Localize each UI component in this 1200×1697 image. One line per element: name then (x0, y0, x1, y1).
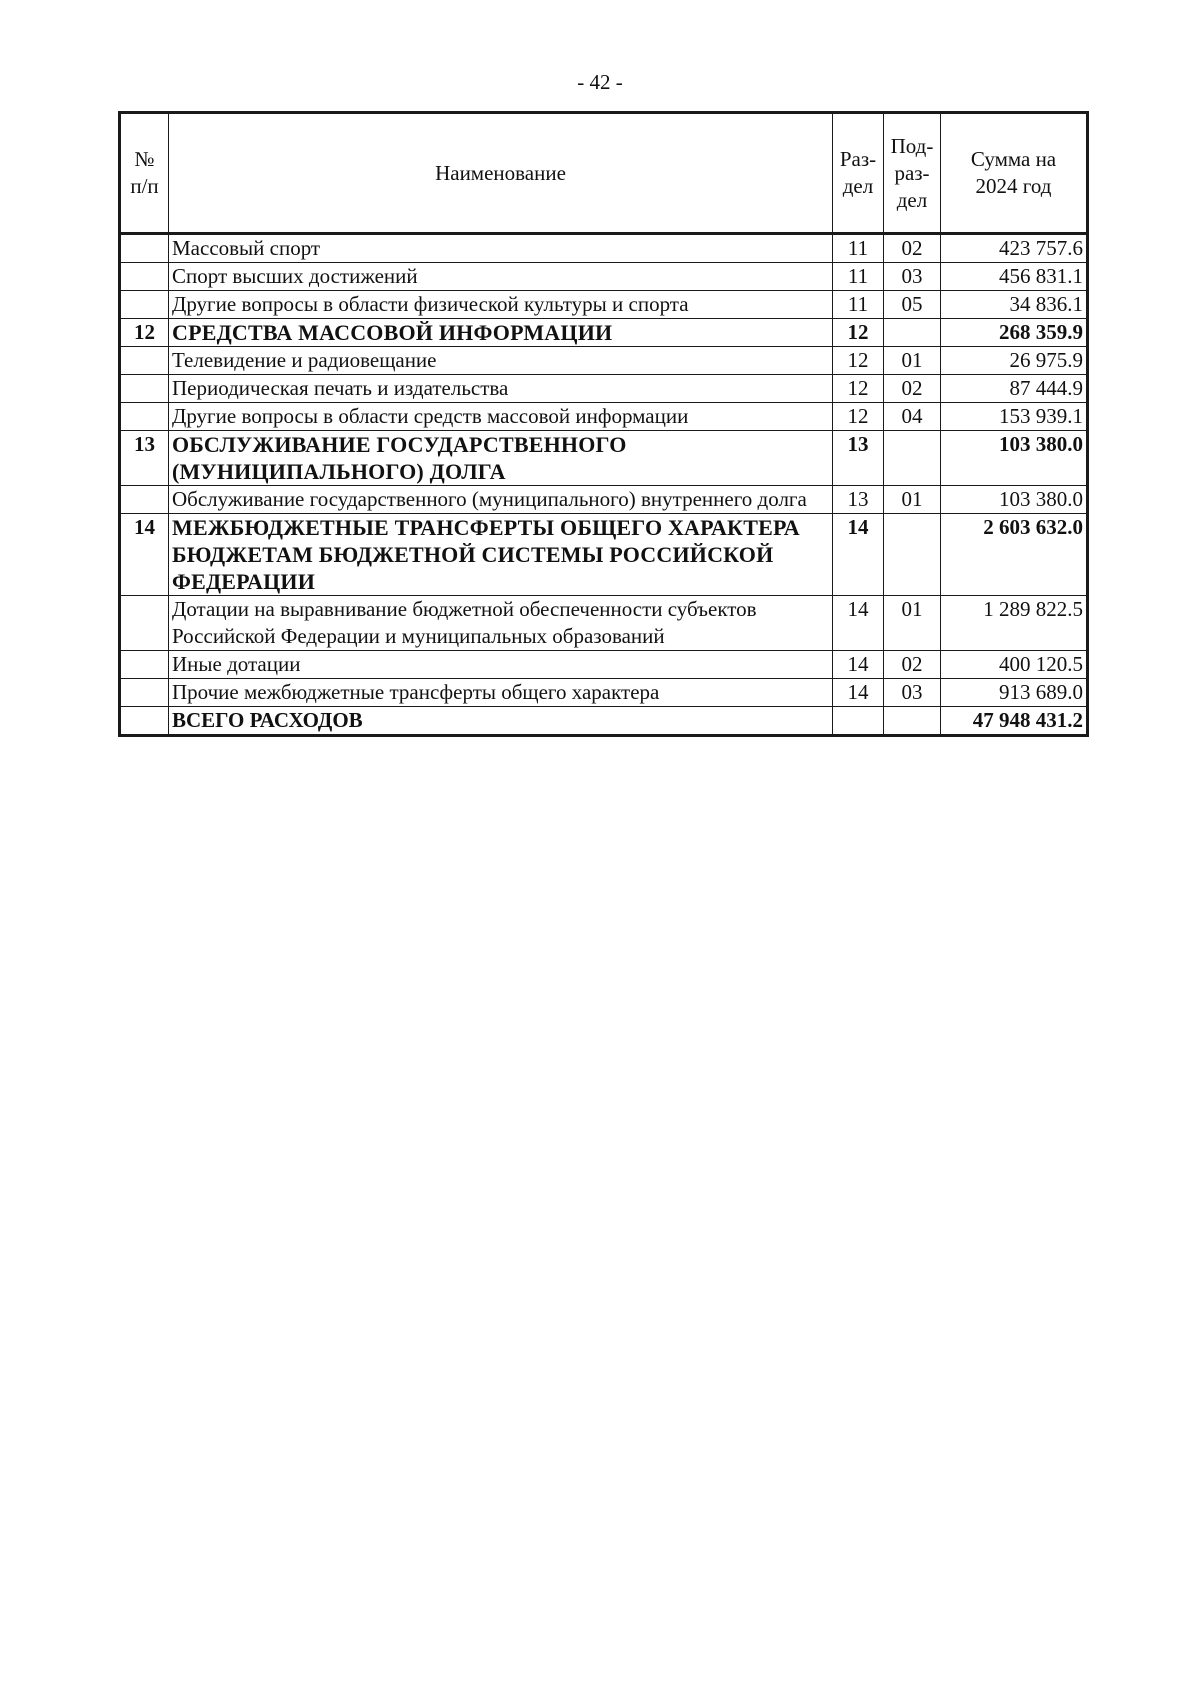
row-num (120, 375, 169, 403)
row-num: 14 (120, 514, 169, 596)
row-name: Другие вопросы в области физической культуры и спорта (169, 291, 833, 319)
row-name: Дотации на выравнивание бюджетной обеспеченности субъектов Российской Федерации и муниципальных образований (169, 596, 833, 651)
total-subsection (884, 707, 941, 736)
row-subsection: 05 (884, 291, 941, 319)
row-amount: 26 975.9 (941, 347, 1088, 375)
row-name: Прочие межбюджетные трансферты общего характера (169, 679, 833, 707)
row-subsection: 02 (884, 651, 941, 679)
row-section: 11 (833, 263, 884, 291)
row-name: ОБСЛУЖИВАНИЕ ГОСУДАРСТВЕННОГО (МУНИЦИПАЛЬНОГО) ДОЛГА (169, 431, 833, 486)
row-amount: 913 689.0 (941, 679, 1088, 707)
section-total-row (120, 431, 1088, 486)
row-section: 11 (833, 291, 884, 319)
row-name: Массовый спорт (169, 234, 833, 263)
header-num: № п/п (120, 113, 169, 234)
header-section: Раз- дел (833, 113, 884, 234)
table-row (120, 596, 1088, 651)
row-subsection: 03 (884, 679, 941, 707)
table-row (120, 263, 1088, 291)
table-header-row (120, 113, 1088, 234)
row-name: Телевидение и радиовещание (169, 347, 833, 375)
row-subsection (884, 431, 941, 486)
table-row (120, 651, 1088, 679)
row-name: Иные дотации (169, 651, 833, 679)
row-section: 12 (833, 319, 884, 347)
row-subsection: 04 (884, 403, 941, 431)
total-section (833, 707, 884, 736)
row-amount: 34 836.1 (941, 291, 1088, 319)
row-num (120, 679, 169, 707)
row-subsection: 02 (884, 234, 941, 263)
row-section: 13 (833, 431, 884, 486)
row-name: СРЕДСТВА МАССОВОЙ ИНФОРМАЦИИ (169, 319, 833, 347)
row-section: 12 (833, 403, 884, 431)
row-name: МЕЖБЮДЖЕТНЫЕ ТРАНСФЕРТЫ ОБЩЕГО ХАРАКТЕРА БЮДЖЕТАМ БЮДЖЕТНОЙ СИСТЕМЫ РОССИЙСКОЙ ФЕДЕРАЦИИ (169, 514, 833, 596)
table-row (120, 234, 1088, 263)
table-body (120, 234, 1088, 707)
row-num (120, 403, 169, 431)
row-name: Спорт высших достижений (169, 263, 833, 291)
total-num-cell (120, 707, 169, 736)
row-amount: 1 289 822.5 (941, 596, 1088, 651)
row-section: 14 (833, 596, 884, 651)
section-total-row (120, 514, 1088, 596)
table-row (120, 403, 1088, 431)
row-section: 13 (833, 486, 884, 514)
row-amount: 103 380.0 (941, 486, 1088, 514)
row-num (120, 486, 169, 514)
row-num (120, 651, 169, 679)
row-num (120, 291, 169, 319)
row-name: Обслуживание государственного (муниципального) внутреннего долга (169, 486, 833, 514)
row-name: Другие вопросы в области средств массовой информации (169, 403, 833, 431)
row-num: 13 (120, 431, 169, 486)
row-section: 11 (833, 234, 884, 263)
header-name: Наименование (169, 113, 833, 234)
row-section: 14 (833, 679, 884, 707)
total-row (120, 707, 1088, 736)
row-amount: 153 939.1 (941, 403, 1088, 431)
table-row (120, 486, 1088, 514)
row-num (120, 347, 169, 375)
row-amount: 456 831.1 (941, 263, 1088, 291)
page-number: - 42 - (577, 70, 623, 94)
row-section: 14 (833, 514, 884, 596)
row-num (120, 263, 169, 291)
row-subsection: 01 (884, 596, 941, 651)
row-num (120, 234, 169, 263)
table-row (120, 375, 1088, 403)
row-name: Периодическая печать и издательства (169, 375, 833, 403)
section-total-row (120, 319, 1088, 347)
total-amount: 47 948 431.2 (941, 707, 1088, 736)
row-amount: 400 120.5 (941, 651, 1088, 679)
row-subsection (884, 319, 941, 347)
row-amount: 423 757.6 (941, 234, 1088, 263)
expenditure-table (118, 111, 1089, 737)
row-section: 12 (833, 375, 884, 403)
total-label: ВСЕГО РАСХОДОВ (169, 707, 833, 736)
row-subsection: 01 (884, 486, 941, 514)
table-row (120, 679, 1088, 707)
header-amount: Сумма на 2024 год (941, 113, 1088, 234)
row-subsection: 03 (884, 263, 941, 291)
row-subsection: 02 (884, 375, 941, 403)
header-subsection: Под- раз- дел (884, 113, 941, 234)
row-num (120, 596, 169, 651)
table-row (120, 291, 1088, 319)
row-section: 14 (833, 651, 884, 679)
row-section: 12 (833, 347, 884, 375)
row-amount: 268 359.9 (941, 319, 1088, 347)
row-amount: 87 444.9 (941, 375, 1088, 403)
row-amount: 2 603 632.0 (941, 514, 1088, 596)
table-row (120, 347, 1088, 375)
row-num: 12 (120, 319, 169, 347)
row-amount: 103 380.0 (941, 431, 1088, 486)
row-subsection: 01 (884, 347, 941, 375)
row-subsection (884, 514, 941, 596)
